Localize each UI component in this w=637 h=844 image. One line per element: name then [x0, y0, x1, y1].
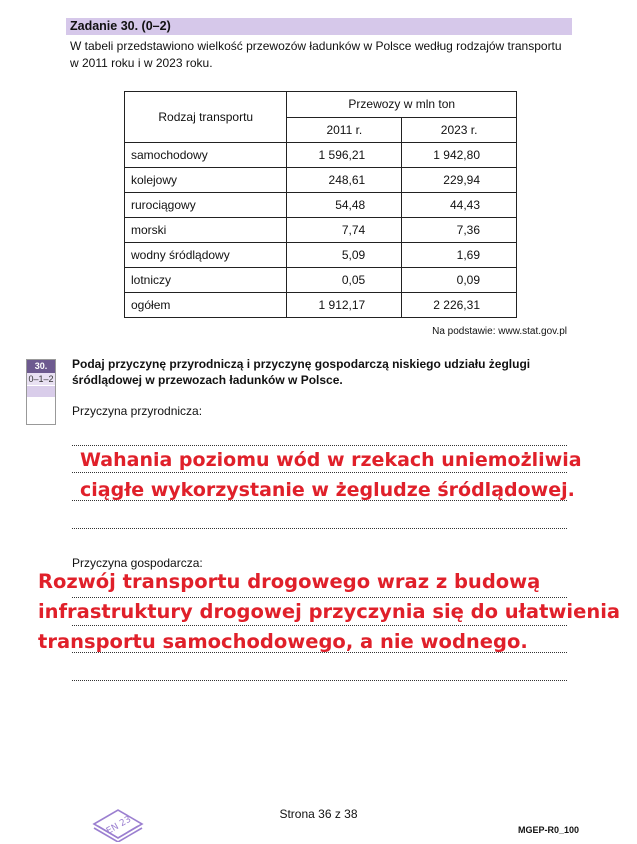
- handwritten-answer-nature-2: ciągłe wykorzystanie w żegludze śródlądowej.: [80, 479, 575, 501]
- answer-line: [72, 625, 567, 626]
- value-2023: 1,69: [402, 243, 517, 268]
- table-source: Na podstawie: www.stat.gov.pl: [432, 326, 567, 337]
- row-type: kolejowy: [125, 168, 287, 193]
- column-group-header: Przewozy w mln ton: [287, 92, 517, 118]
- question-line-2: śródlądowej w przewozach ładunków w Polsce.: [72, 373, 343, 387]
- value-2023: 2 226,31: [402, 293, 517, 318]
- handwritten-answer-economic-2: infrastruktury drogowej przyczynia się do ułatwienia: [38, 600, 621, 623]
- question-text: [72, 356, 567, 388]
- value-2023: 0,09: [402, 268, 517, 293]
- answer-line: [72, 528, 567, 529]
- row-type: samochodowy: [125, 143, 287, 168]
- answer-line: [72, 597, 567, 598]
- column-header-type: Rodzaj transportu: [125, 92, 287, 143]
- row-type: lotniczy: [125, 268, 287, 293]
- question-line-1: Podaj przyczynę przyrodniczą i przyczynę gospodarczą niskiego udziału żeglugi: [72, 357, 531, 371]
- nature-cause-label: Przyczyna przyrodnicza:: [72, 404, 203, 418]
- table-row: [125, 143, 517, 168]
- value-2011: 54,48: [287, 193, 402, 218]
- badge-box: [27, 385, 55, 397]
- table-row-total: [125, 293, 517, 318]
- answer-line: [72, 472, 567, 473]
- column-header-2011: 2011 r.: [287, 117, 402, 143]
- handwritten-answer-economic-1: Rozwój transportu drogowego wraz z budową: [38, 570, 541, 593]
- handwritten-answer-nature-1: Wahania poziomu wód w rzekach uniemożliwia: [80, 449, 582, 471]
- intro-line-2: w 2011 roku i w 2023 roku.: [70, 56, 213, 70]
- value-2011: 1 596,21: [287, 143, 402, 168]
- row-type: wodny śródlądowy: [125, 243, 287, 268]
- table-row: [125, 218, 517, 243]
- value-2011: 248,61: [287, 168, 402, 193]
- value-2011: 5,09: [287, 243, 402, 268]
- economic-cause-label: Przyczyna gospodarcza:: [72, 556, 203, 570]
- answer-line: [72, 680, 567, 681]
- value-2023: 44,43: [402, 193, 517, 218]
- value-2011: 1 912,17: [287, 293, 402, 318]
- badge-score: 0–1–2: [28, 374, 54, 384]
- value-2011: 0,05: [287, 268, 402, 293]
- task-intro: [70, 38, 570, 72]
- intro-line-1: W tabeli przedstawiono wielkość przewozów ładunków w Polsce według rodzajów transportu: [70, 39, 562, 53]
- table-row: [125, 193, 517, 218]
- table-row: [125, 168, 517, 193]
- page-number: Strona 36 z 38: [279, 807, 358, 821]
- row-type: morski: [125, 218, 287, 243]
- exam-code: MGEP-R0_100: [517, 825, 579, 835]
- table-row: [125, 268, 517, 293]
- value-2023: 1 942,80: [402, 143, 517, 168]
- logo-text: EN 23: [104, 814, 134, 837]
- table-row: [125, 243, 517, 268]
- handwritten-answer-economic-3: transportu samochodowego, a nie wodnego.: [38, 630, 528, 653]
- row-type: rurociągowy: [125, 193, 287, 218]
- row-type: ogółem: [125, 293, 287, 318]
- value-2011: 7,74: [287, 218, 402, 243]
- score-badge: [26, 359, 56, 425]
- badge-number: 30.: [27, 360, 55, 373]
- value-2023: 7,36: [402, 218, 517, 243]
- task-title: Zadanie 30. (0–2): [66, 18, 572, 35]
- column-header-2023: 2023 r.: [402, 117, 517, 143]
- value-2023: 229,94: [402, 168, 517, 193]
- transport-table: [124, 91, 517, 318]
- answer-line: [72, 445, 567, 446]
